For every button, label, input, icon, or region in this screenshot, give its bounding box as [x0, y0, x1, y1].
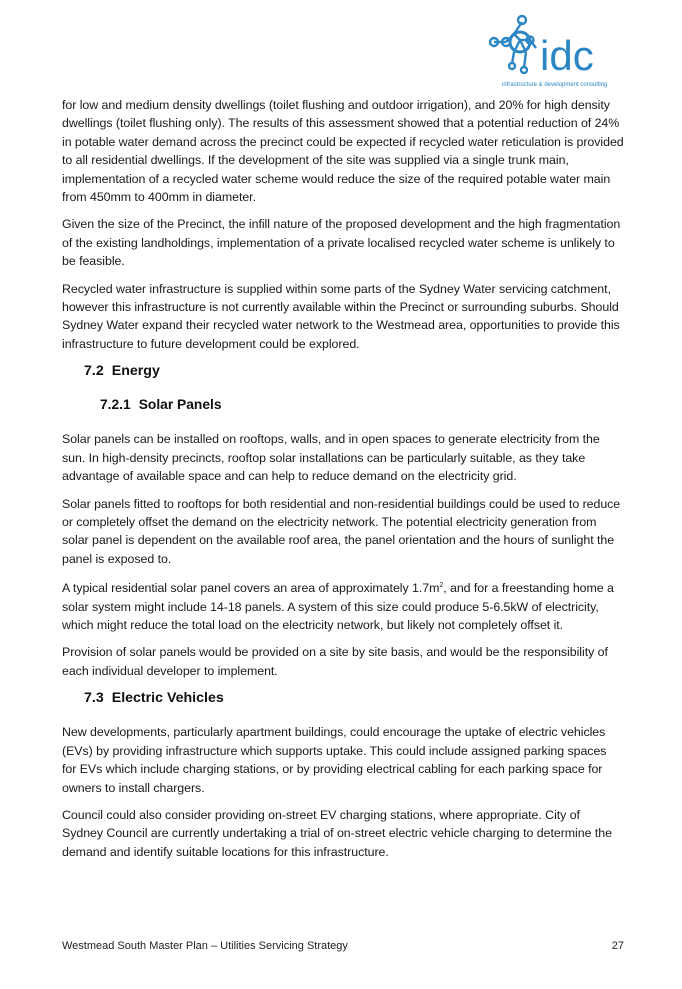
logo-wordmark: idc	[540, 32, 594, 79]
paragraph-solar-panel-area	[62, 577, 624, 634]
paragraph: Given the size of the Precinct, the infill nature of the proposed development and the high fragmentation of the existing landholdings, implementation of a private localised recycled water scheme is unlikely to be feasible.	[62, 217, 621, 269]
section-number: 7.3	[84, 690, 104, 707]
subsection-heading-7-2-1	[100, 396, 624, 414]
page-body	[62, 96, 624, 870]
paragraph: for low and medium density dwellings (toilet flushing and outdoor irrigation), and 20% for high density dwellings (toilet flushing only). The results of this assessment showed that a potential reduction of 24% in potable water demand across the precinct could be expected if recycled water reticulation is provided to all residential dwellings. If the development of the site was supplied via a single trunk main, implementation of a recycled water scheme would reduce the size of the required potable water main from 450mm to 400mm in diameter.	[62, 98, 624, 205]
paragraph: Council could also consider providing on-street EV charging stations, where appropriate. City of Sydney Council are currently undertaking a trial of on-street electric vehicle charging to determine the demand and identify suitable locations for this infrastructure.	[62, 807, 612, 859]
section-heading-7-2	[84, 362, 624, 380]
subsection-number: 7.2.1	[100, 397, 131, 413]
section-title: Electric Vehicles	[111, 690, 224, 707]
text-run: , and for a freestanding home a solar system might include 14-18 panels. A system of this size could produce 5-6.5kW of electricity, which might reduce the total load on the electricity network, but likely not completely offset it.	[62, 581, 614, 633]
idc-logo	[484, 12, 624, 90]
text-run: A typical residential solar panel covers an area of approximately 1.7m	[62, 581, 440, 596]
footer-document-title: Westmead South Master Plan – Utilities Servicing Strategy	[62, 940, 348, 952]
superscript: 2	[439, 582, 444, 590]
section-number: 7.2	[84, 363, 104, 380]
paragraph: Recycled water infrastructure is supplied within some parts of the Sydney Water servicing catchment, however this infrastructure is not currently available within the Precinct or surrounding suburbs. Should Sydney Water expand their recycled water network to the Westmead area, opportunities to provide this infrastructure to future development could be explored.	[62, 281, 620, 351]
paragraph: New developments, particularly apartment buildings, could encourage the uptake of electric vehicles (EVs) by providing infrastructure which supports uptake. This could include assigned parking spaces for EVs which include charging stations, or by providing electrical cabling for each parking space for owners to install chargers.	[62, 725, 607, 795]
page-footer	[62, 940, 624, 952]
logo-tagline: infrastructure & development consulting	[502, 82, 608, 88]
section-heading-7-3	[84, 689, 624, 707]
paragraph: Provision of solar panels would be provided on a site by site basis, and would be the responsibility of each individual developer to implement.	[62, 645, 608, 678]
paragraph: Solar panels can be installed on rooftops, walls, and in open spaces to generate electricity from the sun. In high-density precincts, rooftop solar installations can be particularly suitable, as they take advantage of available space and can help to reduce demand on the electricity grid.	[62, 432, 600, 484]
page-number: 27	[611, 940, 624, 952]
idc-logo-graphic	[484, 12, 624, 90]
section-title: Energy	[111, 363, 160, 380]
subsection-title: Solar Panels	[138, 397, 222, 413]
paragraph: Solar panels fitted to rooftops for both residential and non-residential buildings could be used to reduce or completely offset the demand on the electricity network. The potential electricity generation from solar panel is dependent on the available roof area, the panel orientation and the hours of sunlight the panel is exposed to.	[62, 496, 621, 566]
